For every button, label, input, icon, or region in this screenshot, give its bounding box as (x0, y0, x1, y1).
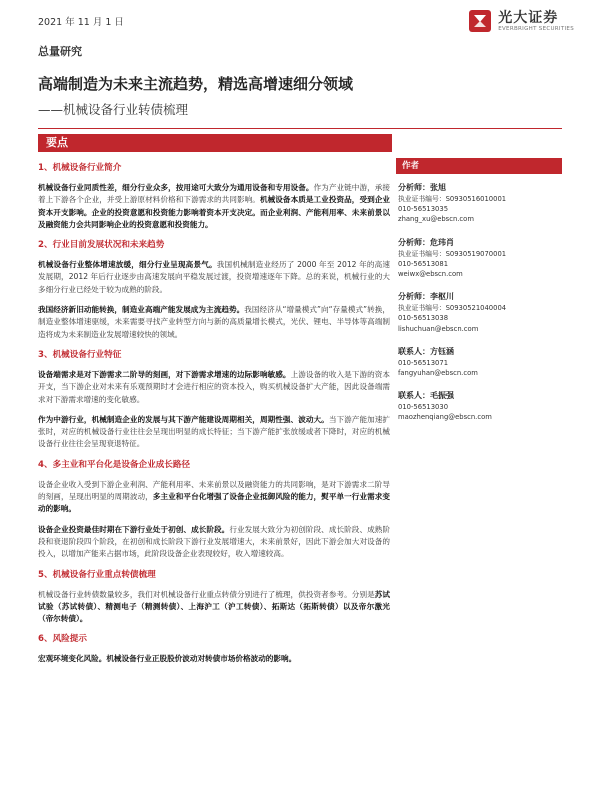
section-heading: 4、多主业和平台化是设备企业成长路径 (38, 459, 191, 470)
authors-header: 作者 (396, 158, 562, 174)
section-paragraph (38, 414, 390, 451)
author-entry (398, 291, 562, 334)
paragraph-text: 我国经济从“增量模式”向“存量模式”转换，制造业整体增速驱缓，未来需要寻找产业转型方向与新的高质量增长模式，光伏、锂电、半导体等高端制造将成为未来制造业发展增速较快的领域。 (38, 305, 391, 339)
section-heading: 1、机械设备行业简介 (38, 163, 122, 173)
section-paragraph (38, 369, 390, 406)
title-divider (38, 128, 562, 129)
author-phone: 010-56513035 (398, 205, 449, 214)
author-phone: 010-56513030 (398, 403, 449, 412)
author-entry (398, 346, 562, 378)
summary-body (38, 162, 390, 674)
author-phone: 010-56513071 (398, 358, 449, 367)
author-phone: 010-56513038 (398, 314, 449, 323)
author-email: maozhenqiang@ebscn.com (398, 413, 492, 422)
paragraph-text: 我国机械制造业经历了 2000 年至 2012 年的高速发展期，2012 年后行业逐步由高速发展向平稳发展过渡，投资增速逐年下降。总的来说，机械行业的大多细分行业已经处于较为成熟的阶段。 (38, 260, 390, 294)
author-entry (398, 390, 562, 422)
section-paragraph (38, 182, 390, 231)
paragraph-text: 行业发展大致分为初创阶段、成长阶段、成熟阶段和衰退阶段四个阶段，在初创和成长阶段下游行业发展增速大，未来前景好，因此下游会加大对设备的投入，以增加产能来占据市场，此阶段设备企业表现较好，收入增速较高。 (38, 524, 391, 559)
section-paragraph (38, 259, 390, 296)
author-email: lishuchuan@ebscn.com (398, 324, 479, 333)
paragraph-lead: 苏试试验（苏试转债）、精测电子（精测转债）、上海沪工（沪工转债）、拓斯达（拓斯转债）以及帝尔激光（帝尔转债）。 (38, 589, 390, 624)
author-phone: 010-56513081 (398, 259, 449, 268)
report-category: 总量研究 (38, 45, 82, 58)
report-date: 2021 年 11 月 1 日 (38, 17, 124, 28)
author-name: 分析师：李枢川 (398, 292, 454, 302)
author-email: fangyuhan@ebscn.com (398, 369, 478, 378)
author-name: 联系人：毛振强 (398, 391, 454, 401)
author-email: zhang_xu@ebscn.com (398, 215, 474, 224)
author-license: 执业证书编号：S0930521040004 (398, 304, 507, 313)
section-heading: 3、机械设备行业特征 (38, 349, 122, 360)
section-paragraph (38, 524, 390, 561)
section-paragraph (38, 304, 390, 341)
section-heading: 5、机械设备行业重点转债梳理 (38, 569, 156, 580)
author-license: 执业证书编号：S0930516010001 (398, 195, 507, 203)
paragraph-lead: 多主业和平台化增强了设备企业抵御风险的能力，熨平单一行业需求变动的影响。 (38, 492, 391, 514)
paragraph-lead: 作为中游行业，机械制造企业的发展与其下游产能建设周期相关，周期性强、波动大。 (38, 414, 329, 424)
paragraph-text: 当下游产能加速扩张时，对应的机械设备行业往往会呈现出明显的成长特征；当下游产能扩张放缓或者下降时，对应的机械设备行业往往会呈现衰退特征。 (38, 414, 390, 449)
paragraph-lead: 设备企业投资最佳时期在下游行业处于初创、成长阶段。 (38, 524, 230, 534)
paragraph-text: 设备企业收入受到下游企业利润、产能利用率、未来前景以及融资能力的共同影响，是对下游需求二阶导的刻画，呈现出明显的周期波动， (38, 479, 390, 502)
author-entry (398, 182, 562, 225)
paragraph-text: 机械设备行业转债数量较多，我们对机械设备行业重点转债分别进行了梳理，供投资者参考。分别是 (38, 589, 375, 599)
paragraph-lead: 机械设备行业同质性差，细分行业众多，按用途可大致分为通用设备和专用设备。 (38, 183, 314, 192)
paragraph-text: 上游设备的收入是下游的资本开支，当下游企业对未来有乐观预期时才会进行相应的资本投入，购买机械设备扩大产能，因此设备端需求对下游需求增速的变化敏感。 (38, 369, 390, 404)
authors-list (398, 182, 562, 435)
author-name: 分析师：危玮肖 (398, 237, 454, 247)
brand-name-en: EVERBRIGHT SECURITIES (498, 25, 574, 32)
section-paragraph (38, 479, 390, 516)
report-title: 高端制造为未来主流趋势，精选高增速细分领域 (38, 75, 354, 93)
paragraph-text: 作为产业链中游，承接着上下游各个企业，并受上游原材料价格和下游需求的共同影响。 (38, 183, 391, 205)
paragraph-lead: 宏观环境变化风险。机械设备行业正股股价波动对转债市场价格波动的影响。 (38, 654, 297, 664)
section-paragraph (38, 653, 390, 665)
report-subtitle: ——机械设备行业转债梳理 (38, 102, 189, 117)
summary-header: 要点 (38, 134, 392, 152)
author-license: 执业证书编号：S0930519070001 (398, 249, 507, 258)
section-heading: 6、风险提示 (38, 634, 87, 645)
brand-name: 光大证券 (498, 9, 559, 26)
author-name: 分析师：张旭 (398, 183, 446, 192)
author-email: weiwx@ebscn.com (398, 270, 463, 279)
author-entry (398, 237, 562, 280)
brand-logo (467, 8, 574, 34)
author-name: 联系人：方钰涵 (398, 346, 454, 356)
paragraph-lead: 设备端需求是对下游需求二阶导的刻画，对下游需求增速的边际影响敏感。 (38, 369, 291, 379)
paragraph-lead: 机械设备行业整体增速放缓，细分行业呈现高景气。 (38, 260, 217, 270)
section-paragraph (38, 589, 390, 626)
paragraph-lead: 机械设备本质是工业投资品，受到企业资本开支影响。企业的投资意愿和投资能力影响着资本开支决定。而企业利润、产能利用率、未来前景以及融资能力会共同影响企业的投资意愿和投资能力。 (38, 195, 391, 229)
everbright-logo-icon (467, 8, 493, 34)
paragraph-lead: 我国经济新旧动能转换，制造业高端产能发展成为主流趋势。 (38, 305, 245, 315)
section-heading: 2、行业目前发展状况和未来趋势 (38, 240, 165, 251)
